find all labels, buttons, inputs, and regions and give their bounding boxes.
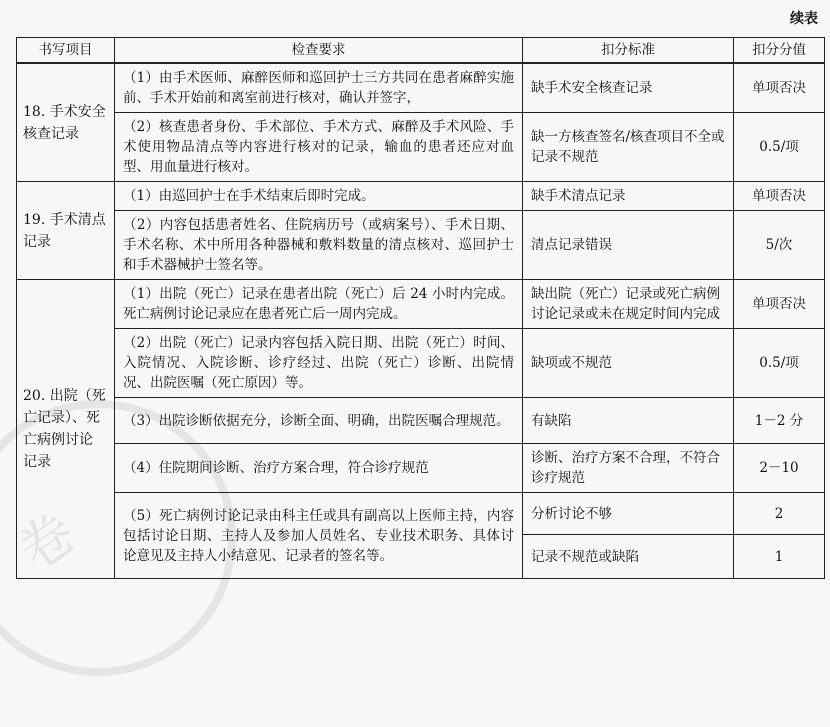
table-row bbox=[17, 444, 825, 493]
score-cell: 2－10 bbox=[734, 444, 825, 493]
score-cell: 0.5/项 bbox=[734, 113, 825, 182]
standard-cell: 清点记录错误 bbox=[523, 211, 734, 280]
requirement-cell: （2）核查患者身份、手术部位、手术方式、麻醉及手术风险、手术使用物品清点等内容进行核对的记录，输血的患者还应对血型、用血量进行核对。 bbox=[115, 113, 523, 182]
score-cell: 单项否决 bbox=[734, 280, 825, 329]
item-cell: 19. 手术清点记录 bbox=[17, 182, 115, 280]
header-item: 书写项目 bbox=[17, 38, 115, 64]
table-row bbox=[17, 398, 825, 444]
score-cell: 5/次 bbox=[734, 211, 825, 280]
table-row bbox=[17, 182, 825, 211]
standard-cell: 缺项或不规范 bbox=[523, 329, 734, 398]
header-deduction-score: 扣分分值 bbox=[734, 38, 825, 64]
header-requirement: 检查要求 bbox=[115, 38, 523, 64]
requirement-cell: （3）出院诊断依据充分，诊断全面、明确，出院医嘱合理规范。 bbox=[115, 398, 523, 444]
score-cell: 1 bbox=[734, 535, 825, 579]
table-row bbox=[17, 113, 825, 182]
table-row bbox=[17, 63, 825, 113]
standard-cell: 分析讨论不够 bbox=[523, 493, 734, 535]
requirement-cell: （5）死亡病例讨论记录由科主任或具有副高以上医师主持，内容包括讨论日期、主持人及参加人员姓名、专业技术职务、具体讨论意见及主持人小结意见、记录者的签名等。 bbox=[115, 493, 523, 579]
table-row bbox=[17, 329, 825, 398]
standard-cell: 缺手术清点记录 bbox=[523, 182, 734, 211]
standard-cell: 缺手术安全核查记录 bbox=[523, 63, 734, 113]
item-cell: 20. 出院（死亡记录）、死亡病例讨论记录 bbox=[17, 280, 115, 579]
standard-cell: 有缺陷 bbox=[523, 398, 734, 444]
standard-cell: 缺出院（死亡）记录或死亡病例讨论记录或未在规定时间内完成 bbox=[523, 280, 734, 329]
requirement-cell: （1）由手术医师、麻醉医师和巡回护士三方共同在患者麻醉实施前、手术开始前和离室前进行核对，确认并签字， bbox=[115, 63, 523, 113]
table-header-row bbox=[17, 38, 825, 64]
requirement-cell: （2）内容包括患者姓名、住院病历号（或病案号）、手术日期、手术名称、术中所用各种器械和敷料数量的清点核对、巡回护士和手术器械护士签名等。 bbox=[115, 211, 523, 280]
standard-cell: 诊断、治疗方案不合理，不符合诊疗规范 bbox=[523, 444, 734, 493]
score-cell: 单项否决 bbox=[734, 182, 825, 211]
table-row bbox=[17, 493, 825, 535]
score-cell: 单项否决 bbox=[734, 63, 825, 113]
item-cell: 18. 手术安全核查记录 bbox=[17, 63, 115, 182]
continued-label: 续表 bbox=[790, 11, 818, 27]
watermark-text: 卷 bbox=[7, 500, 88, 584]
score-cell: 1－2 分 bbox=[734, 398, 825, 444]
requirement-cell: （2）出院（死亡）记录内容包括入院日期、出院（死亡）时间、入院情况、入院诊断、诊疗经过、出院（死亡）诊断、出院情况、出院医嘱（死亡原因）等。 bbox=[115, 329, 523, 398]
standard-cell: 缺一方核查签名/核查项目不全或记录不规范 bbox=[523, 113, 734, 182]
header-deduction-standard: 扣分标准 bbox=[523, 38, 734, 64]
requirement-cell: （1）出院（死亡）记录在患者出院（死亡）后 24 小时内完成。死亡病例讨论记录应在患者死亡后一周内完成。 bbox=[115, 280, 523, 329]
inspection-table bbox=[16, 37, 825, 579]
table-row bbox=[17, 211, 825, 280]
table-row bbox=[17, 280, 825, 329]
score-cell: 2 bbox=[734, 493, 825, 535]
requirement-cell: （1）由巡回护士在手术结束后即时完成。 bbox=[115, 182, 523, 211]
standard-cell: 记录不规范或缺陷 bbox=[523, 535, 734, 579]
score-cell: 0.5/项 bbox=[734, 329, 825, 398]
requirement-cell: （4）住院期间诊断、治疗方案合理，符合诊疗规范 bbox=[115, 444, 523, 493]
